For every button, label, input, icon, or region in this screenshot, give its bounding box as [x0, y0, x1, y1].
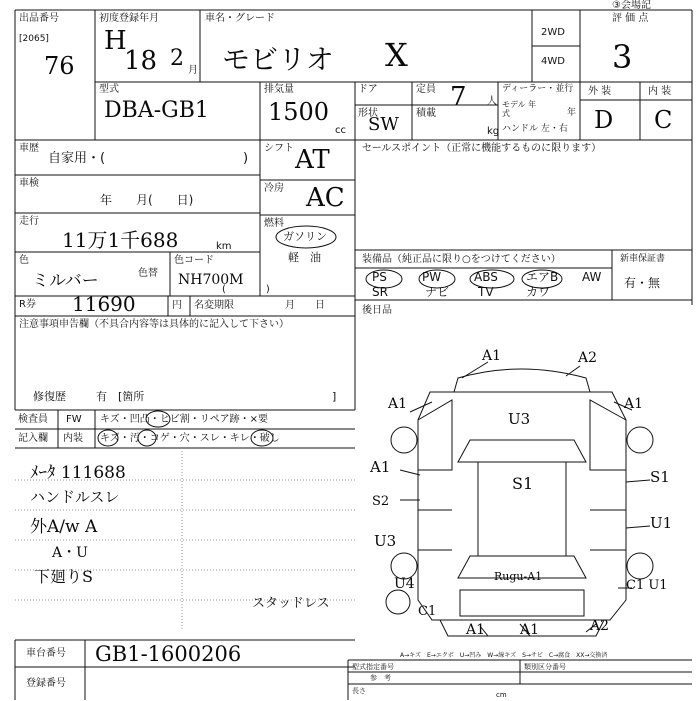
ac-value: AC [306, 183, 345, 213]
mark-bumper-a1-left: A1 [466, 622, 486, 638]
type-number-label: 型式指定番号 [352, 663, 394, 671]
car-name: モビリオ [222, 43, 334, 76]
equip-ps: PS [372, 270, 387, 284]
shape-label: 形状 [358, 108, 378, 119]
exterior-grade: D [594, 106, 614, 134]
ref-label: 参 考 [370, 674, 391, 682]
equip-airbag: エアB [526, 270, 559, 284]
warranty-value: 有・無 [624, 276, 661, 290]
history-value: 自家用・( [48, 151, 106, 166]
note-underbody: 下廻りS [34, 567, 93, 586]
color-code-value: NH700M [178, 272, 244, 288]
interior-items: キズ・汚・コゲ・穴・スレ・キレ・破し [100, 433, 280, 444]
color-change-label: 色替 [138, 268, 158, 279]
interior-label: 内 装 [648, 86, 672, 97]
reg-month: 2 [170, 46, 184, 71]
color-label: 色 [19, 255, 29, 266]
fuel-gasoline: ガソリン [283, 230, 327, 243]
lot-label: 出品番号 [19, 13, 59, 24]
mark-rear-left-u3: U3 [374, 532, 397, 550]
fuel-light: 軽 油 [288, 251, 321, 264]
recycle-value: 11690 [72, 292, 136, 316]
handle-label: ハンドル 左・右 [502, 124, 568, 134]
damage-legend: A→キズ E→エクボ U→凹み W→線キズ S→サビ C→腐食 XX→交換済 [400, 652, 608, 659]
mark-rear-left-u4: U4 [394, 576, 415, 592]
inspector-label: 検査員 [18, 414, 48, 425]
chassis-label: 車台番号 [26, 648, 66, 659]
repair-value: 有 [箇所 [96, 390, 145, 403]
dealer-label: ディーラー・並行 [502, 84, 574, 94]
note-studless: スタッドレス [252, 596, 330, 611]
lot-number: 76 [44, 52, 75, 80]
mark-spare-c1: C1 [418, 604, 437, 619]
model-value: DBA-GB1 [104, 98, 209, 123]
rating-value: 3 [612, 38, 633, 76]
mark-front-a1: A1 [482, 348, 502, 364]
cc-unit: cc [335, 125, 346, 136]
interior-check-label: 内装 [63, 433, 83, 444]
equip-navi: ナビ [425, 285, 450, 299]
history-close: ) [243, 151, 249, 166]
era: H [104, 26, 127, 56]
ac-label: 冷房 [264, 183, 284, 194]
first-reg-label: 初度登録年月 [99, 13, 159, 24]
kg-unit: kg [487, 126, 500, 137]
sales-point-label: セールスポイント（正常に機能するものに限ります） [362, 143, 602, 154]
km-unit: km [216, 241, 232, 252]
shaken-value: 年 月( 日) [100, 193, 194, 207]
equip-leather: カワ [526, 285, 551, 299]
mark-rear-right-u1: U1 [650, 514, 673, 532]
mark-door-left-s2: S2 [372, 494, 390, 509]
mileage-value: 11万1千688 [62, 228, 179, 252]
registration-label: 登録番号 [26, 678, 66, 689]
interior-grade: C [654, 106, 673, 134]
mark-tailgate: Rugu-A1 [494, 570, 543, 583]
note-handle: ハンドルスレ [30, 488, 120, 506]
repair-label: 修復歴 [33, 390, 66, 403]
equipment-label: 装備品（純正品に限り○をつけてください） [362, 254, 561, 265]
note-exterior: 外A/w A [30, 517, 98, 537]
warranty-label: 新車保証書 [620, 254, 666, 264]
year-unit: 年 [567, 108, 577, 118]
class-number-label: 類別区分番号 [524, 663, 566, 671]
mark-hood-u3: U3 [508, 410, 531, 428]
color-code-label: 色コード [174, 255, 214, 266]
model-label: 型式 [99, 84, 119, 95]
load-label: 積載 [416, 108, 436, 119]
door-label: ドア [358, 84, 378, 95]
displacement-label: 排気量 [264, 84, 294, 95]
notes-label: 注意事項申告欄（不具合内容等は具体的に記入して下さい） [19, 319, 289, 330]
fuel-label: 燃料 [264, 218, 284, 229]
cm-unit: cm [496, 691, 507, 699]
lot-sub: [2065] [19, 34, 49, 44]
postscript-label: 後日品 [362, 305, 392, 316]
exterior-label: 外 装 [588, 86, 612, 97]
record-label: 記入欄 [18, 433, 48, 444]
name-change-date: 月 日 [285, 300, 325, 311]
mark-front-a2: A2 [578, 350, 598, 366]
month-unit: 月 [188, 65, 198, 76]
drive-2wd: 2WD [541, 27, 565, 38]
color-value: ミルバー [32, 271, 99, 291]
chassis-value: GB1-1600206 [95, 642, 242, 666]
venue-mark: ③会場記 [612, 0, 651, 11]
mark-fender-right-a1: A1 [624, 396, 644, 412]
color-paren: ( ) [222, 284, 270, 295]
mark-door-left-a1: A1 [370, 458, 391, 476]
shift-label: シフト [264, 143, 294, 154]
note-au: A・U [52, 545, 88, 561]
seats-label: 定員 [416, 84, 436, 95]
shift-value: AT [295, 145, 330, 175]
recycle-label: R券 [19, 299, 36, 310]
drive-4wd: 4WD [541, 56, 565, 67]
mileage-label: 走行 [19, 216, 39, 227]
mark-door-right-s1: S1 [650, 468, 670, 486]
car-name-label: 車名・グレード [205, 13, 275, 24]
fw-items: キズ・凹凸・ヒビ割・リペア跡・×要 [100, 414, 268, 425]
mark-bumper-a1-right: A1 [520, 622, 540, 638]
person-unit: 人 [487, 96, 497, 107]
seats-value: 7 [450, 82, 467, 112]
reg-year: 18 [124, 46, 158, 76]
equip-tv: TV [478, 285, 494, 299]
mark-bumper-a2: A2 [590, 618, 610, 634]
name-change-label: 名変期限 [194, 300, 234, 311]
history-label: 車歴 [19, 143, 39, 154]
equip-abs: ABS [474, 270, 498, 284]
mark-rear-right-c1u1: C1 U1 [626, 578, 668, 593]
length-label: 長さ [352, 687, 366, 695]
mark-roof-s1: S1 [512, 474, 534, 493]
repair-close: ] [332, 390, 337, 403]
displacement-value: 1500 [268, 98, 330, 126]
note-meter: ﾒｰﾀ 111688 [30, 463, 126, 483]
fw-label: FW [66, 414, 82, 425]
equip-pw: PW [422, 270, 442, 284]
equip-aw: AW [582, 270, 602, 284]
rating-label: 評 価 点 [612, 13, 649, 24]
yen-unit: 円 [172, 300, 182, 311]
shaken-label: 車検 [19, 178, 39, 189]
equip-sr: SR [372, 285, 388, 299]
car-grade: X [385, 36, 408, 74]
model-year-label: モデル 年式 [502, 100, 537, 118]
mark-fender-left-a1: A1 [388, 396, 408, 412]
shape-value: SW [368, 114, 399, 135]
